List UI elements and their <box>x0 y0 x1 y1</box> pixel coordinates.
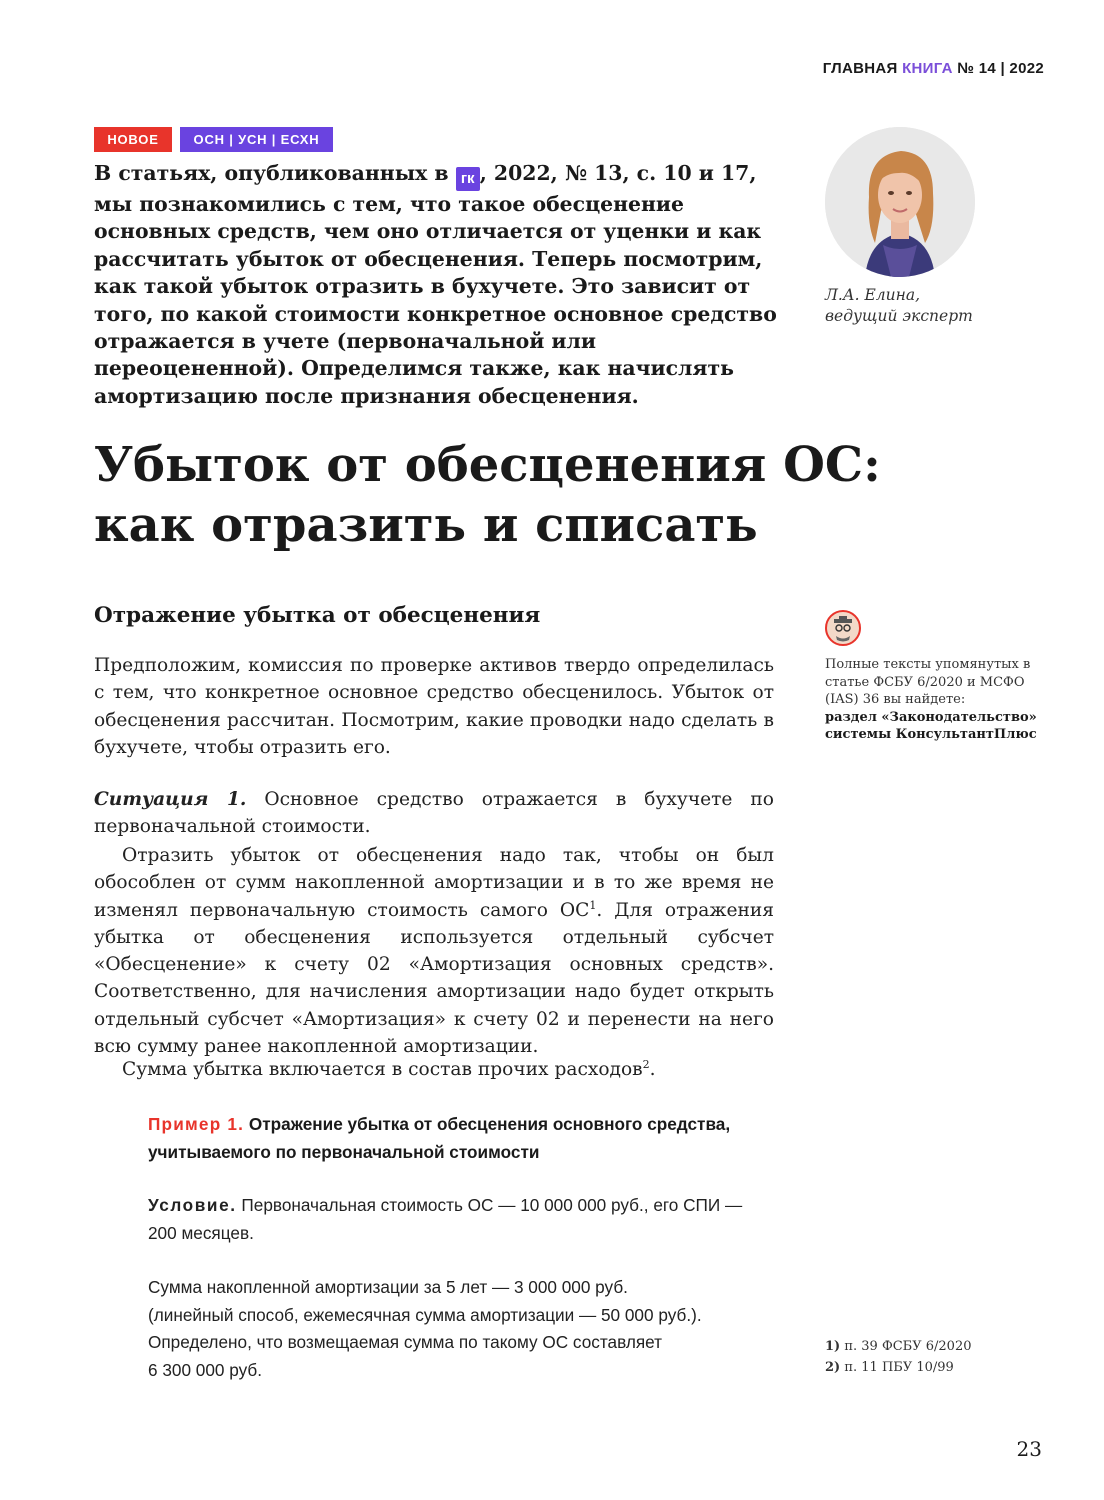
sidebar-note-text: Полные тексты упомянутых в статье ФСБУ 6/2020 и МСФО (IAS) 36 вы найдете: <box>825 657 1031 707</box>
paragraph-expenses-b: . <box>649 1059 656 1080</box>
paragraph-expenses-a: Сумма убытка включается в состав прочих расходов <box>122 1059 643 1080</box>
gk-logo-icon: гк <box>456 167 480 191</box>
footnote-1-text: п. 39 ФСБУ 6/2020 <box>844 1339 972 1354</box>
tag-tax-regimes: ОСН | УСН | ЕСХН <box>180 127 333 152</box>
author-role: ведущий эксперт <box>825 307 973 325</box>
sidebar-note-bold-1: раздел «Законодательство» <box>825 709 1037 725</box>
footnote-1 <box>825 1336 972 1357</box>
sidebar-note <box>825 656 1055 744</box>
consultant-plus-icon <box>825 610 861 646</box>
article-title <box>94 435 934 555</box>
author-name: Л.А. Елина, <box>825 286 920 304</box>
footnote-2 <box>825 1357 972 1378</box>
example-line-4: 6 300 000 руб. <box>148 1359 263 1380</box>
example-condition-label: Условие. <box>148 1195 237 1215</box>
section-heading: Отражение убытка от обесценения <box>94 603 541 628</box>
journal-name-part2: КНИГА <box>902 60 953 77</box>
paragraph-accounting-b: . Для отражения убытка от обесценения используется отдельный субсчет «Обесценение» к счету 02 «Амортизация основных средств». Соответственно, для начисления амортизации надо будет открыть отдельный субсчет «Амортизация» к счету 02 и перенести на него всю сумму ранее накопленной амортизации. <box>94 899 774 1058</box>
page-number: 23 <box>1016 1437 1042 1461</box>
example-line-3: Определено, что возмещаемая сумма по такому ОС составляет <box>148 1332 663 1352</box>
lead-paragraph <box>94 160 784 410</box>
article-title-line1: Убыток от обесценения ОС: <box>94 437 881 493</box>
paragraph-accounting-a: Отразить убыток от обесценения надо так, чтобы он был обособлен от сумм накопленной амортизации и в то же время не изменял первоначальную стоимость самого ОС <box>94 845 774 921</box>
paragraph-situation <box>94 786 774 841</box>
example-heading <box>148 1110 748 1166</box>
footnote-1-num: 1) <box>825 1339 841 1354</box>
example-condition <box>148 1192 768 1247</box>
sidebar-note-bold-2: системы КонсультантПлюс <box>825 727 1037 742</box>
article-title-line2: как отразить и списать <box>94 497 758 553</box>
footnote-ref-2[interactable]: 2 <box>642 1057 650 1071</box>
paragraph-expenses <box>94 1056 774 1083</box>
author-photo <box>825 127 975 277</box>
situation-text: Основное средство отражается в бухучете по первоначальной стоимости. <box>94 789 774 838</box>
paragraph-accounting <box>94 842 774 1060</box>
example-details <box>148 1274 768 1384</box>
tag-new: НОВОЕ <box>94 127 172 152</box>
footnote-2-text: п. 11 ПБУ 10/99 <box>844 1360 954 1375</box>
lead-text-after: , 2022, № 13, с. 10 и 17, мы познакомились с тем, что такое обесценение основных средств, чем оно отличается от уценки и как рассчитать убыток от обесценения. Теперь посмотрим, как такой убыток отразить в бухучете. Это зависит от того, по какой стоимости конкретное основное средство отражается в учете (первоначальной или переоцененной). Определимся также, как начислять амортизацию после признания обесценения. <box>94 161 777 408</box>
footnote-ref-1[interactable]: 1 <box>589 898 597 912</box>
example-line-1: Сумма накопленной амортизации за 5 лет — 3 000 000 руб. <box>148 1277 628 1297</box>
example-title: Отражение убытка от обесценения основного средства, учитываемого по первоначальной стоимости <box>148 1114 731 1162</box>
example-label: Пример 1. <box>148 1114 245 1134</box>
journal-header <box>823 60 1044 77</box>
example-line-2: (линейный способ, ежемесячная сумма амортизации — 50 000 руб.). <box>148 1304 702 1325</box>
footnote-2-num: 2) <box>825 1360 841 1375</box>
footnotes <box>825 1336 972 1378</box>
issue-number: № 14 | 2022 <box>957 60 1044 77</box>
author-caption <box>825 285 973 327</box>
journal-name-part1: ГЛАВНАЯ <box>822 60 898 77</box>
situation-label: Ситуация 1. <box>94 789 247 810</box>
example-condition-text: Первоначальная стоимость ОС — 10 000 000 руб., его СПИ — 200 месяцев. <box>148 1195 743 1243</box>
lead-text-before: В статьях, опубликованных в <box>94 161 449 185</box>
paragraph-intro: Предположим, комиссия по проверке активов твердо определилась с тем, что конкретное основное средство обесценилось. Убыток от обесценения рассчитан. Посмотрим, какие проводки надо сделать в бухучете, чтобы отразить его. <box>94 655 774 758</box>
